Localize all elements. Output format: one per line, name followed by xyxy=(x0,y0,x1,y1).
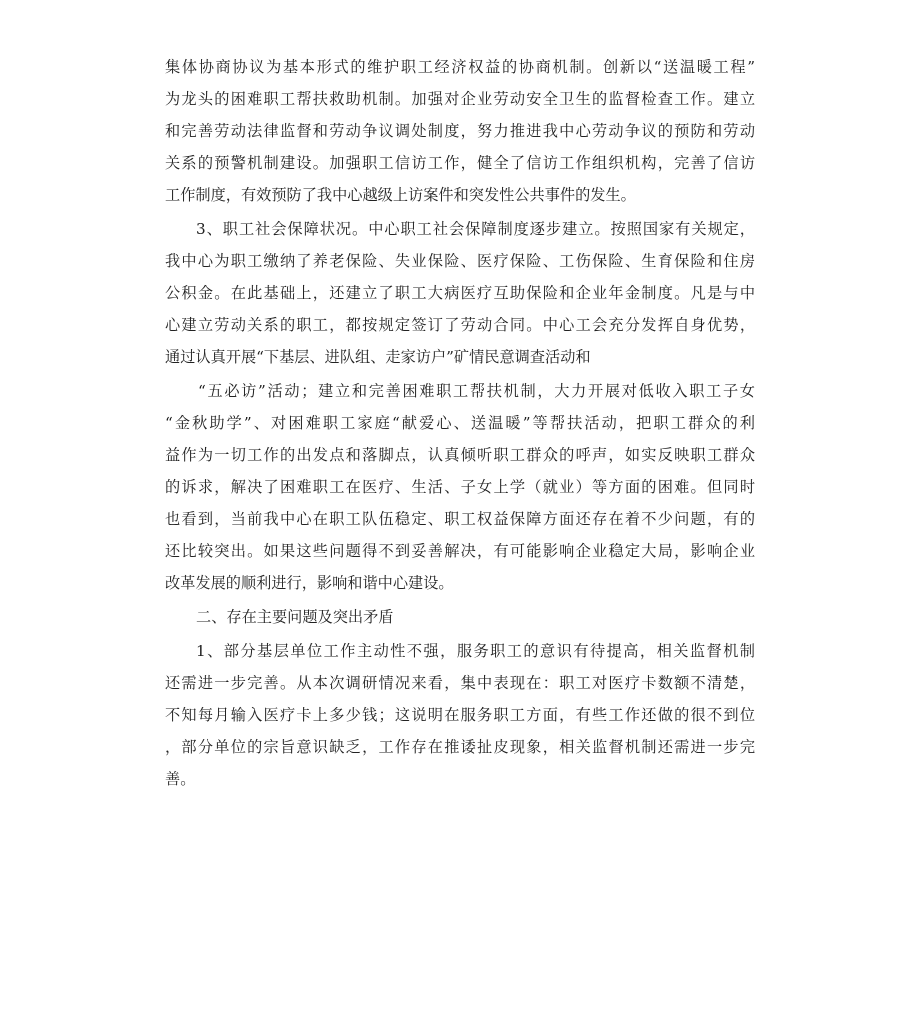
text-line: 改革发展的顺利进行，影响和谐中心建设。 xyxy=(165,574,454,592)
text-line: 公积金。在此基础上，还建立了职工大病医疗互助保险和企业年金制度。凡是与中 xyxy=(165,284,755,302)
text-line: 和完善劳动法律监督和劳动争议调处制度，努力推进我中心劳动争议的预防和劳动 xyxy=(165,122,755,140)
text-line: 1、部分基层单位工作主动性不强，服务职工的意识有待提高，相关监督机制 xyxy=(196,642,755,660)
text-line: 还需进一步完善。从本次调研情况来看，集中表现在：职工对医疗卡数额不清楚， xyxy=(165,674,755,692)
text-line: “五必访”活动；建立和完善困难职工帮扶机制，大力开展对低收入职工子女 xyxy=(198,382,755,400)
text-line: 我中心为职工缴纳了养老保险、失业保险、医疗保险、工伤保险、生育保险和住房 xyxy=(165,252,755,270)
section-heading: 二、存在主要问题及突出矛盾 xyxy=(196,608,394,626)
text-line: 也看到，当前我中心在职工队伍稳定、职工权益保障方面还存在着不少问题，有的 xyxy=(165,510,755,528)
text-line: 还比较突出。如果这些问题得不到妥善解决，有可能影响企业稳定大局，影响企业 xyxy=(165,542,755,560)
text-line: 通过认真开展“下基层、进队组、走家访户”矿情民意调查活动和 xyxy=(165,348,591,366)
text-line: 益作为一切工作的出发点和落脚点，认真倾听职工群众的呼声，如实反映职工群众 xyxy=(165,446,755,464)
text-line: 不知每月输入医疗卡上多少钱；这说明在服务职工方面，有些工作还做的很不到位 xyxy=(165,706,755,724)
text-line: 的诉求，解决了困难职工在医疗、生活、子女上学（就业）等方面的困难。但同时 xyxy=(165,478,755,496)
text-line: “金秋助学”、对困难职工家庭“献爱心、送温暖”等帮扶活动，把职工群众的利 xyxy=(165,414,755,432)
text-line: 为龙头的困难职工帮扶救助机制。加强对企业劳动安全卫生的监督检查工作。建立 xyxy=(165,90,755,108)
text-line: 3、职工社会保障状况。中心职工社会保障制度逐步建立。按照国家有关规定， xyxy=(196,220,755,238)
text-line: 关系的预警机制建设。加强职工信访工作，健全了信访工作组织机构，完善了信访 xyxy=(165,154,755,172)
text-line: 善。 xyxy=(165,770,196,788)
text-line: 心建立劳动关系的职工，都按规定签订了劳动合同。中心工会充分发挥自身优势， xyxy=(165,316,755,334)
text-line: 工作制度，有效预防了我中心越级上访案件和突发性公共事件的发生。 xyxy=(165,186,636,204)
text-line: ，部分单位的宗旨意识缺乏，工作存在推诿扯皮现象，相关监督机制还需进一步完 xyxy=(165,738,755,756)
text-line: 集体协商协议为基本形式的维护职工经济权益的协商机制。创新以“送温暖工程” xyxy=(165,58,755,76)
